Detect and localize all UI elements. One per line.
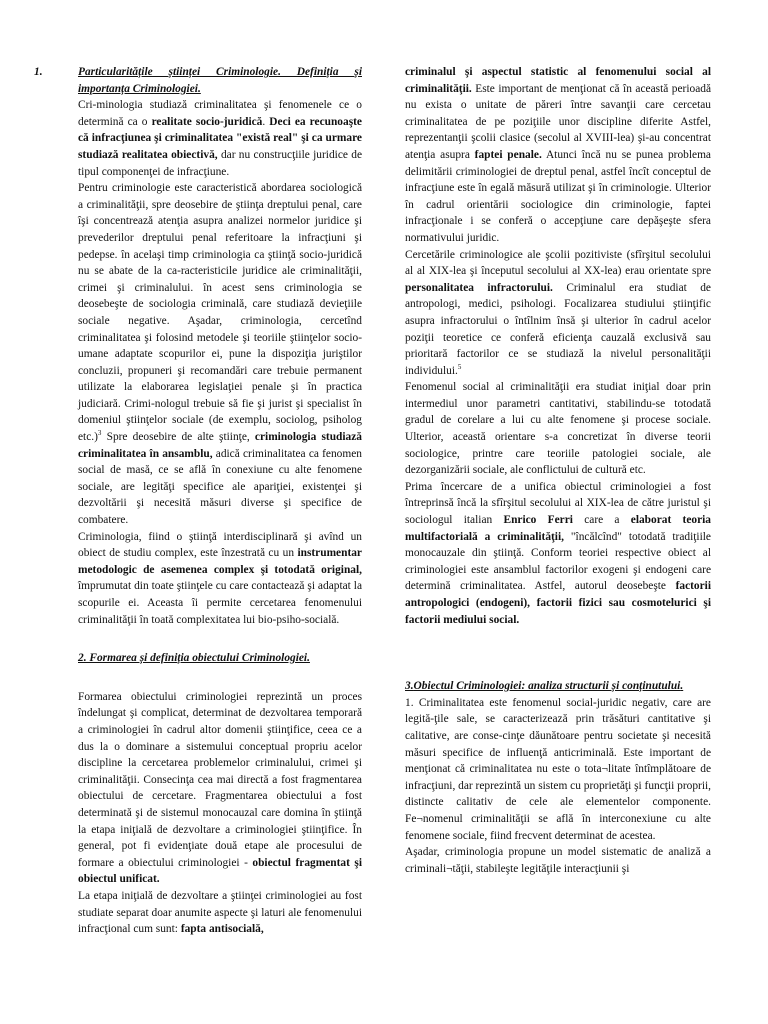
- text-run: Criminologia, fiind o ştiinţă interdisciplinară şi avînd un obiect de studiu complex, este înzestrată cu un: [78, 530, 362, 560]
- bold-run: faptei penale.: [474, 148, 542, 161]
- paragraph-definition: [56, 97, 362, 180]
- text-run: Criminalul era studiat de antropologi, medici, psihologi. Focalizarea studiului ştiinţific asupra infractorului o întîlnim însă şi ulterior în cadrul acelor poziţii teoretice ce conferă eficienţa cauzală exclusivă sau prioritară factorilor ce se studiază la nivelul personalităţii individului.: [405, 281, 711, 377]
- section-3-heading: [405, 678, 711, 695]
- paragraph-social-phenomenon: Fenomenul social al criminalităţii era studiat iniţial doar prin intermediul unor parametri cantitativi, stabilindu-se totodată gradul de corelare a lui cu alte fenomene şi procese sociale. Ulterior, această orientare s-a concretizat în diverse teorii sociologice, printre care teoriile patologiei sociale, ale dezorganizării sociale, ale conflictului de cultură etc.: [405, 381, 711, 477]
- text-run: Formarea obiectului criminologiei reprezintă un proces îndelungat şi complicat, determinat de dezvoltarea temporară a criminologiei în cadrul altor domenii ştiinţifice, ceea ce a dus la o dominare a sistemului conceptual propriu acelor discipline la cercetarea problemelor criminalului, crimei şi criminalităţii. Consecinţa cea mai directă a fost fragmentarea obiectului de cercetare. Fragmentarea obiectului a fost determinată şi de sistemul monocauzal care domina în ştiinţă la etapa iniţială de dezvoltare a criminologiei ştiinţifice. În general, pot fi evidenţiate două etape ale procesului de formare a obiectului criminologiei -: [78, 690, 362, 869]
- text-run: împrumutat din toate ştiinţele cu care contactează şi adaptat la scopurile ei. Aceasta îi permite cercetarea fenomenului criminalităţii în toată complexitatea lui bio-psiho-socială.: [78, 580, 362, 626]
- text-run: care a: [572, 514, 631, 527]
- bold-run: Deci ea recunoaşte că infracţiunea şi criminalitatea "există real" şi ca urmare studiază realitatea obiectivă,: [78, 115, 362, 161]
- bold-run: factorii antropologici (endogeni), factorii fizici sau cosmotelurici şi factorii mediului social.: [405, 580, 711, 626]
- footnote-ref: 5: [457, 362, 462, 371]
- paragraph-sociological-approach: [56, 180, 362, 528]
- paragraph-systematic-model: Aşadar, criminologia propune un model sistematic de analiză a criminali¬tăţii, stabileşte legităţile interacţiunii şi: [405, 846, 711, 875]
- paragraph-initial-stage: [56, 888, 362, 938]
- text-run: Este important de menţionat că în această perioadă nu exista o unitate de păreri între savanţii care cercetau criminalitatea de pe poziţiile unor discipline diferite Astfel, reprezentanţii şcolii clasice (secolul al XVIII-lea) şi-au concentrat atenţia asupra: [405, 82, 711, 161]
- text-run: Atunci încă nu se punea problema delimitării criminologiei de dreptul penal, astfel încît conceptul de infracţiune este în egală măsură utilizat şi în criminologie. Ulterior în cadrul orientării sociologice din criminologie, faptei infracţionale i se conferă o accepţiune care depăşeşte sfera normativului juridic.: [405, 148, 711, 244]
- text-run: Pentru criminologie este caracteristică abordarea sociologică a criminalităţii, spre deosebire de ştiinţa dreptului penal, care îşi concentrează atenţia asupra analizei normelor juridice şi prevederilor dreptului penal referitoare la infracţiuni şi pedepse. în acelaşi timp criminologia ca ştiinţă socio-juridică nu se abate de la ca-racteristicile juridice ale criminalităţii, crimei şi criminalului. în acest sens criminologia se deosebeşte de sociologia criminală, care studiază devieţiile sociale negative. Aşadar, criminologia, cercetînd criminalitatea şi folosind metodele şi teoriile ştiinţelor socio-umane adaptate scopurilor ei, pune la dispoziţia juriştilor concluzii, propuneri şi recomandări care trebuie permanent utilizate la elaborarea legislaţiei penale şi în practica judiciară. Crimi-nologul trebuie să fie şi jurist şi specialist în domeniul ştiinţelor sociale (de exemplu, sociolog, psiholog etc.): [78, 182, 362, 444]
- paragraph-ferri: [405, 479, 711, 628]
- right-column: [405, 64, 711, 877]
- text-run: adică criminalitatea ca fenomen social de masă, ce se află în conexiune cu alte fenomene sociale, are legităţi specifice ale apariţiei, existenţei şi dezvoltării şi necesită măsuri diverse şi specifice de combatere.: [78, 447, 362, 527]
- text-run: Spre deosebire de alte ştiinţe,: [101, 431, 255, 444]
- paragraph-classic-school: [405, 64, 711, 247]
- section-1-heading: [34, 64, 362, 97]
- bold-run: instrumentar metodologic de asemenea complex şi totodată original,: [78, 547, 362, 576]
- text-run: Cercetările criminologice ale şcolii pozitiviste (sfîrşitul secolului al al XIX-lea şi începutul secolului al XX-lea) erau orientate spre: [405, 248, 711, 278]
- bold-run: criminologia studiază criminalitatea în ansamblu,: [78, 431, 362, 460]
- text-run: .: [262, 115, 270, 128]
- section-3-title: Obiectul Criminologiei: analiza structurii și conținutului: [413, 680, 681, 693]
- bold-run: personalitatea infractorului.: [405, 281, 553, 294]
- section-3-end: .: [680, 680, 684, 693]
- bold-run: Enrico Ferri: [503, 514, 573, 527]
- bold-run: fapta antisocială,: [180, 923, 264, 936]
- paragraph-object-formation: [56, 689, 362, 888]
- left-column: [34, 64, 362, 938]
- section-3-number: 3.: [405, 680, 414, 693]
- bold-run: elaborat teoria multifactorială a criminalităţii,: [405, 514, 711, 543]
- footnote-ref: 3: [97, 429, 102, 438]
- section-1-title: Particularitățile științei Criminologie. Definiția și importanța Criminologiei.: [78, 66, 362, 95]
- paragraph-criminality-definition: 1. Criminalitatea este fenomenul social-juridic negativ, care are legită-ţile sale, se caracterizează prin trăsături cantitative şi calitative, are conse-cinţe dăunătoare pentru societate şi necesită măsuri specifice de influenţă anticriminală. Este important de menţionat că criminalitatea nu este o tota¬litate întîmplătoare de infracţiuni, dar reprezintă un sistem cu proprietăţi şi funcţii proprii, distincte calitativ de cele ale elementelor componente. Fe¬nomenul criminalităţii se află în interconexiune cu alte fenomene sociale, fiind frecvent determinat de acestea.: [405, 696, 711, 842]
- section-2-heading: 2. Formarea și definiția obiectului Criminologiei.: [78, 652, 310, 665]
- paragraph-interdisciplinary: [56, 529, 362, 629]
- text-run: dar nu construcţiile juridice de tipul componenţei de infracţiune.: [78, 148, 362, 178]
- paragraph-positivist-school: [405, 247, 711, 380]
- text-run: La etapa iniţială de dezvoltare a ştiinţei criminologiei au fost studiate separat doar anumite aspecte şi laturi ale fenomenului infracţional cum sunt:: [78, 889, 362, 936]
- text-run: Prima încercare de a unifica obiectul criminologiei a fost întreprinsă încă la sfîrşitul secolului al XIX-lea de către juristul şi sociologul italian: [405, 480, 711, 527]
- section-1-number: 1.: [34, 66, 43, 78]
- text-run: Cri-minologia studiază criminalitatea şi fenomenele ce o determină ca o: [78, 99, 362, 128]
- text-run: "încălcînd" totodată tradiţiile monocauzale din ştiinţă. Conform teoriei respective obiect al criminologiei este ansamblul factorilor exogeni şi endogeni care determină criminalitatea. Astfel, autorul deosebeşte: [405, 530, 711, 593]
- bold-run: obiectul fragmentat şi obiectul unificat.: [78, 856, 362, 886]
- bold-run: criminalul şi aspectul statistic al fenomenului social al criminalităţii.: [405, 66, 711, 95]
- bold-run: realitate socio-juridică: [151, 115, 263, 128]
